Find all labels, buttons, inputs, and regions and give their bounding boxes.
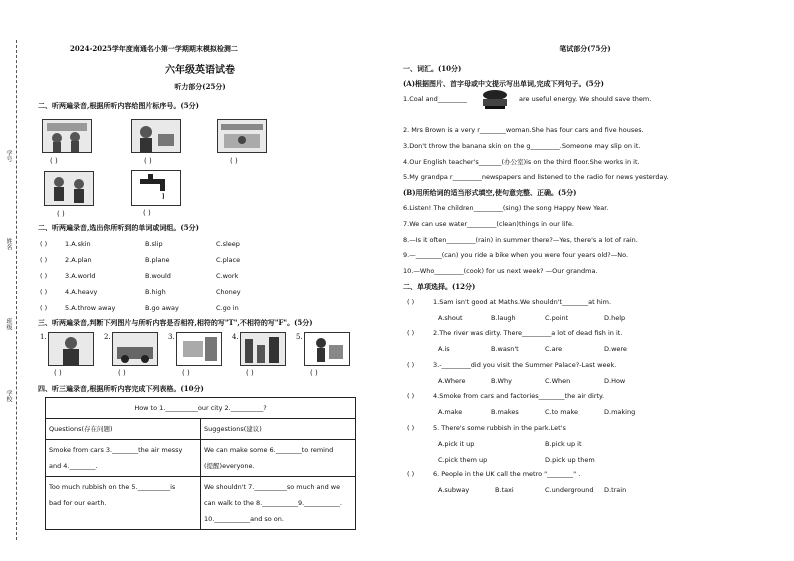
mc-stem: 1.Sam isn't good at Maths.We shouldn't________at him.: [433, 298, 612, 306]
sec3-num-4: 4.: [232, 333, 239, 341]
part-b-heading: (B)用所给词的适当形式填空,使句意完整、正确。(5分): [403, 188, 577, 197]
sec3-picture-2: [112, 332, 158, 366]
mc-option[interactable]: C.to make: [545, 408, 579, 416]
page-title: 六年级英语试卷: [165, 65, 235, 76]
mc-option[interactable]: C.are: [545, 345, 563, 353]
sec3-answer-3[interactable]: ( ): [182, 369, 190, 377]
sec1-answer-3[interactable]: ( ): [230, 157, 238, 165]
question-a2[interactable]: 2. Mrs Brown is a very r________woman.She has four cars and five houses.: [403, 126, 644, 134]
sec3-num-1: 1.: [40, 333, 47, 341]
mc-option[interactable]: C.point: [545, 314, 569, 322]
sec2-list: [40, 240, 300, 320]
mc-paren[interactable]: ( ): [407, 298, 415, 306]
listening-title: 听力部分(25分): [174, 82, 226, 91]
cell-line: Too much rubbish on the 5.__________is: [49, 483, 176, 491]
picture-3: [217, 119, 267, 153]
mc-option[interactable]: A.make: [438, 408, 463, 416]
question-b9[interactable]: 9.—________(can) you ride a bike when you were four years old?—No.: [403, 251, 629, 259]
mc-paren[interactable]: ( ): [407, 329, 415, 337]
table-header-questions: Questions(存在问题): [46, 419, 201, 440]
mc-option[interactable]: C.underground: [545, 486, 594, 494]
question-a1-pre[interactable]: 1.Coal and_________: [403, 95, 468, 103]
cell-line: Smoke from cars 3.________the air messy: [49, 446, 183, 454]
mc-option[interactable]: D.making: [604, 408, 636, 416]
sec2-option-c: C.work: [216, 272, 239, 280]
mc-stem: 6. People in the UK call the metro "________" .: [433, 470, 581, 478]
sec3-picture-3: [176, 332, 222, 366]
sec2-row: [40, 288, 300, 304]
sec2-row-paren[interactable]: ( ): [40, 256, 48, 264]
sec2-option-c: C.sleep: [216, 240, 240, 248]
sec3-num-2: 2.: [104, 333, 111, 341]
sec2-row-paren[interactable]: ( ): [40, 272, 48, 280]
sec2-option-b: B.would: [145, 272, 171, 280]
mc-option[interactable]: A.shout: [438, 314, 463, 322]
sec2-option-a: 5.A.throw away: [65, 304, 116, 312]
sec2-option-a: 2.A.plan: [65, 256, 92, 264]
question-b7[interactable]: 7.We can use water_________(clean)things in our life.: [403, 220, 574, 228]
table-cell-question-2[interactable]: [46, 477, 201, 530]
binding-label-class: 班级: [5, 318, 12, 330]
mc-option[interactable]: C.When: [545, 377, 571, 385]
question-b10[interactable]: 10.—Who_________(cook) for us next week? —Our grandma.: [403, 267, 598, 275]
table-header-suggestions: Suggestions(建议): [201, 419, 356, 440]
cell-line: We can make some 6.________to remind: [204, 446, 334, 454]
mc-paren[interactable]: ( ): [407, 361, 415, 369]
sec2-option-a: 4.A.heavy: [65, 288, 98, 296]
table-cell-suggestion-1[interactable]: [201, 440, 356, 477]
sec2-row-paren[interactable]: ( ): [40, 304, 48, 312]
sec2-row: [40, 272, 300, 288]
mc-option[interactable]: D.pick up them: [545, 456, 595, 464]
sec2-option-b: B.plane: [145, 256, 170, 264]
mc-option[interactable]: B.taxi: [495, 486, 514, 494]
coal-gas-image: [479, 88, 511, 110]
sec3-picture-1: [48, 332, 94, 366]
sec2-option-c: Choney: [216, 288, 241, 296]
sec3-num-5: 5.: [296, 333, 303, 341]
cell-line: 10.___________and so on.: [204, 515, 284, 523]
sec4-heading: 四、听三遍录音,根据所听内容完成下列表格。(10分): [38, 384, 204, 393]
sec2-option-a: 3.A.world: [65, 272, 96, 280]
sec2-row-paren[interactable]: ( ): [40, 240, 48, 248]
mc-paren[interactable]: ( ): [407, 392, 415, 400]
mc-option[interactable]: A.Where: [438, 377, 466, 385]
cell-line: (提醒)everyone.: [204, 462, 255, 470]
picture-5-faucet: [131, 170, 181, 206]
sec1-answer-4[interactable]: ( ): [57, 210, 65, 218]
cell-line: can walk to the 8.___________9.___________.: [204, 499, 342, 507]
sec2-heading: 二、听两遍录音,选出你所听到的单词或词组。(5分): [38, 223, 199, 232]
mc-option[interactable]: A.is: [438, 345, 450, 353]
sec3-picture-5: [304, 332, 350, 366]
sec3-answer-4[interactable]: ( ): [246, 369, 254, 377]
question-a4[interactable]: 4.Our English teacher's_______(办公室)is on the third floor.She works in it.: [403, 158, 640, 166]
binding-label-id: 学号: [5, 150, 12, 162]
mc-option[interactable]: B.laugh: [491, 314, 516, 322]
mc-paren[interactable]: ( ): [407, 424, 415, 432]
mc-option[interactable]: B.wasn't: [491, 345, 519, 353]
mc-stem: 3.-_________did you visit the Summer Palace?-Last week.: [433, 361, 617, 369]
sec2-option-b: B.slip: [145, 240, 163, 248]
table-cell-question-1[interactable]: [46, 440, 201, 477]
mc-stem: 5. There's some rubbish in the park.Let's: [433, 424, 566, 432]
sec2-option-b: B.go away: [145, 304, 179, 312]
sec3-picture-4: [240, 332, 286, 366]
mc-stem: 2.The river was dirty. There_________a lot of dead fish in it.: [433, 329, 623, 337]
picture-2: [131, 119, 181, 153]
mc-option[interactable]: D.help: [604, 314, 626, 322]
mc-option[interactable]: A.pick it up: [438, 440, 475, 448]
sec1-answer-1[interactable]: ( ): [50, 157, 58, 165]
mc-option[interactable]: B.makes: [491, 408, 519, 416]
table-cell-suggestion-2[interactable]: [201, 477, 356, 530]
question-a3[interactable]: 3.Don't throw the banana skin on the g_________.Someone may slip on it.: [403, 142, 641, 150]
picture-4: [44, 171, 94, 206]
mc-option[interactable]: D.train: [604, 486, 627, 494]
sec3-answer-5[interactable]: ( ): [310, 369, 318, 377]
mc-heading: 二、单项选择。(12分): [403, 282, 476, 291]
sec3-answer-1[interactable]: ( ): [54, 369, 62, 377]
sec1-heading: 二、听两遍录音,根据所听内容给图片标序号。(5分): [38, 101, 199, 110]
exam-header: 2024-2025学年度南通名小第一学期期末模拟检测二: [70, 44, 238, 53]
cell-line: and 4.________.: [49, 462, 98, 470]
sec2-option-c: C.place: [216, 256, 241, 264]
mc-option[interactable]: B.Why: [491, 377, 512, 385]
picture-1: [42, 119, 92, 153]
sec2-option-b: B.high: [145, 288, 166, 296]
vocab-heading: 一、词汇。(10分): [403, 64, 462, 73]
sec3-answer-2[interactable]: ( ): [118, 369, 126, 377]
cell-line: We shouldn't 7.__________so much and we: [204, 483, 341, 491]
mc-option[interactable]: C.pick them up: [438, 456, 488, 464]
question-b6[interactable]: 6.Listen! The children_________(sing) the song Happy New Year.: [403, 204, 609, 212]
part-a-heading: (A)根据图片、首字母或中文提示写出单词,完成下列句子。(5分): [403, 79, 604, 88]
question-a5[interactable]: 5.My grandpa r_________newspapers and listened to the radio for news yesterday.: [403, 173, 669, 181]
sec3-heading: 三、听两遍录音,判断下列图片与所听内容是否相符,相符的写"T",不相符的写"F"。(5分): [38, 318, 313, 327]
binding-label-school: 学校: [5, 390, 12, 402]
sec2-option-a: 1.A.skin: [65, 240, 91, 248]
table-title[interactable]: How to 1.__________our city 2.__________?: [46, 398, 356, 419]
mc-option[interactable]: D.were: [604, 345, 627, 353]
sec2-row: [40, 256, 300, 272]
sec1-answer-5[interactable]: ( ): [143, 209, 151, 217]
written-title: 笔试部分(75分): [559, 44, 611, 53]
sec4-table: [45, 397, 356, 530]
cell-line: bad for our earth.: [49, 499, 107, 507]
binding-label-name: 姓名: [5, 238, 12, 250]
sec1-answer-2[interactable]: ( ): [144, 157, 152, 165]
binding-line: [16, 40, 17, 540]
mc-option[interactable]: A.subway: [438, 486, 470, 494]
mc-option[interactable]: D.How: [604, 377, 626, 385]
sec2-option-c: C.go in: [216, 304, 239, 312]
sec2-row: [40, 240, 300, 256]
mc-paren[interactable]: ( ): [407, 470, 415, 478]
sec2-row-paren[interactable]: ( ): [40, 288, 48, 296]
mc-stem: 4.Smoke from cars and factories________the air dirty.: [433, 392, 605, 400]
question-b8[interactable]: 8.—Is it often_________(rain) in summer there?—Yes, there's a lot of rain.: [403, 236, 638, 244]
sec3-num-3: 3.: [168, 333, 175, 341]
mc-option[interactable]: B.pick up it: [545, 440, 582, 448]
question-a1-post: are useful energy. We should save them.: [519, 95, 652, 103]
